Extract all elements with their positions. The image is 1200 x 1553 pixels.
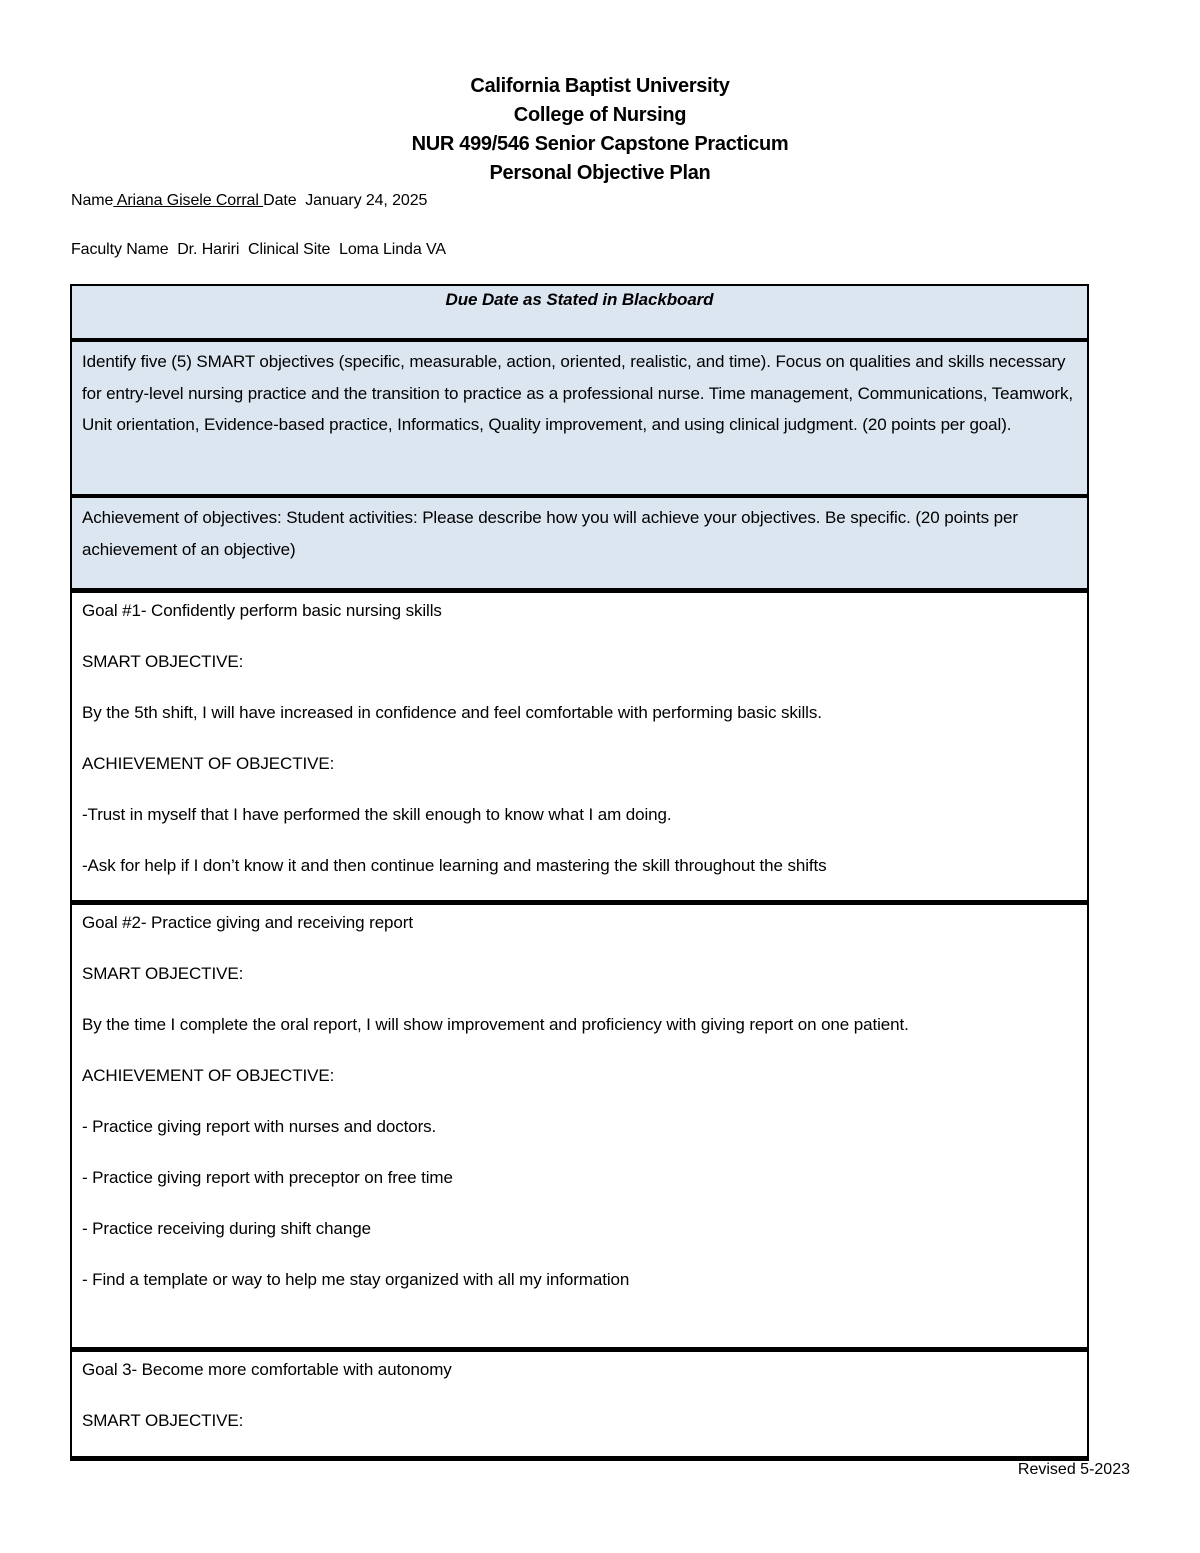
university-name: California Baptist University: [470, 75, 730, 97]
goal-1-cell: [71, 591, 1088, 903]
faculty-label: Faculty Name: [71, 241, 169, 258]
faculty-value: Dr. Hariri: [177, 241, 240, 258]
goal-1-smart-text: By the 5th shift, I will have increased in confidence and feel comfortable with performing basic skills.: [82, 703, 822, 722]
achievement-row: [71, 496, 1088, 591]
goal-2-item: - Practice giving report with preceptor on free time: [82, 1168, 453, 1187]
revision-note: Revised 5-2023: [1017, 1461, 1130, 1478]
goal-1-row: [71, 591, 1088, 903]
goal-3-smart-label: SMART OBJECTIVE:: [82, 1411, 244, 1430]
goal-2-item: - Practice giving report with nurses and doctors.: [82, 1117, 437, 1136]
date-value: January 24, 2025: [305, 192, 428, 209]
due-date-row: [71, 285, 1088, 340]
due-date-cell: Due Date as Stated in Blackboard: [71, 285, 1088, 340]
goal-3-cell: [71, 1350, 1088, 1459]
identify-instructions: Identify five (5) SMART objectives (specific, measurable, action, oriented, realistic, and time). Focus on qualities and skills necessary for entry-level nursing practice and the transition to practice as a professional nurse. Time management, Communications, Teamwork, Unit orientation, Evidence-based practice, Informatics, Quality improvement, and using clinical judgment. (20 points per goal).: [71, 340, 1088, 496]
goal-2-title: Goal #2- Practice giving and receiving report: [82, 913, 413, 932]
date-label: Date: [263, 192, 297, 209]
objective-plan-table: [70, 284, 1089, 1461]
faculty-site-line: [71, 240, 446, 260]
goal-1-item: -Ask for help if I don’t know it and then continue learning and mastering the skill throughout the shifts: [82, 856, 827, 875]
goal-2-item: - Practice receiving during shift change: [82, 1219, 371, 1238]
document-header: [0, 72, 1200, 188]
goal-2-smart-text: By the time I complete the oral report, I will show improvement and proficiency with giving report on one patient.: [82, 1015, 909, 1034]
college-name: College of Nursing: [513, 104, 687, 126]
goal-1-item: -Trust in myself that I have performed the skill enough to know what I am doing.: [82, 805, 672, 824]
achievement-instructions: Achievement of objectives: Student activities: Please describe how you will achieve your objectives. Be specific. (20 points per achievement of an objective): [71, 496, 1088, 591]
site-label: Clinical Site: [248, 241, 331, 258]
goal-2-smart-label: SMART OBJECTIVE:: [82, 964, 244, 983]
goal-2-row: [71, 903, 1088, 1350]
course-title: NUR 499/546 Senior Capstone Practicum: [411, 133, 789, 155]
site-value: Loma Linda VA: [339, 241, 446, 258]
name-value: Ariana Gisele Corral: [113, 192, 264, 209]
goal-3-title: Goal 3- Become more comfortable with autonomy: [82, 1360, 452, 1379]
goal-2-cell: [71, 903, 1088, 1350]
document-title: Personal Objective Plan: [489, 162, 711, 184]
goal-1-achievement-label: ACHIEVEMENT OF OBJECTIVE:: [82, 754, 335, 773]
goal-2-item: - Find a template or way to help me stay organized with all my information: [82, 1270, 630, 1289]
name-date-line: [71, 191, 427, 211]
goal-3-row: [71, 1350, 1088, 1459]
identify-row: [71, 340, 1088, 496]
goal-1-smart-label: SMART OBJECTIVE:: [82, 652, 244, 671]
name-label: Name: [71, 192, 114, 209]
goal-2-achievement-label: ACHIEVEMENT OF OBJECTIVE:: [82, 1066, 335, 1085]
goal-1-title: Goal #1- Confidently perform basic nursing skills: [82, 601, 442, 620]
